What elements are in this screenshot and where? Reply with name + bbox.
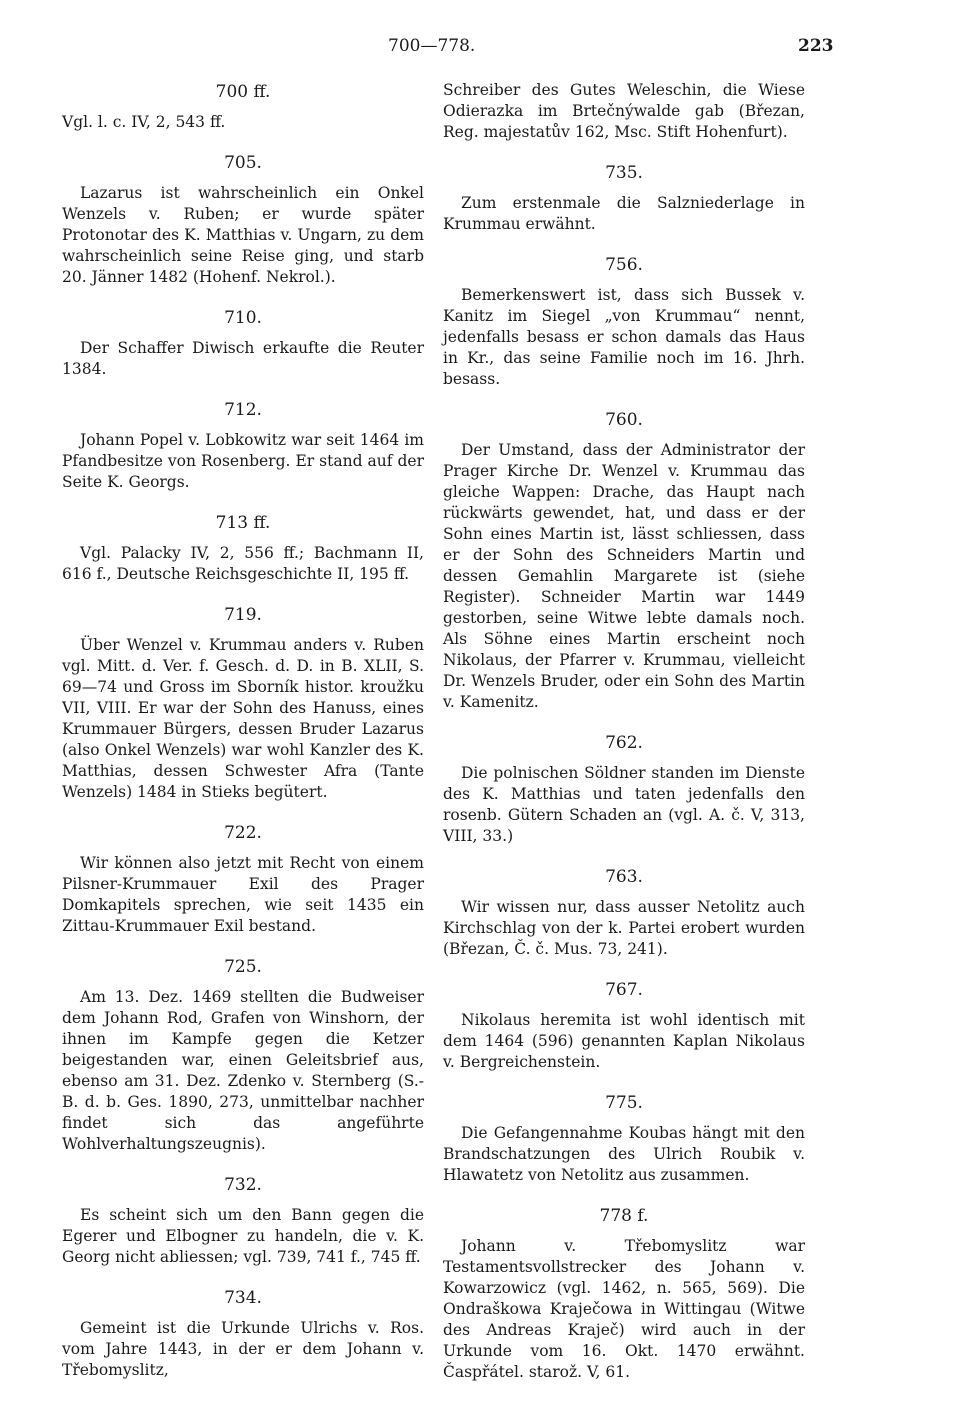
- note-section: [62, 821, 424, 937]
- right-column: [443, 80, 805, 1401]
- note-section: [62, 80, 424, 133]
- note-text: Wir können also jetzt mit Recht von einem Pilsner-Krummauer Exil des Prager Domkapitels sprechen, wie seit 1435 ein Zittau-Krummauer Exil bestand.: [62, 854, 424, 935]
- note-text: Am 13. Dez. 1469 stellten die Budweiser dem Johann Rod, Grafen von Winshorn, der ihnen im Kampfe gegen die Ketzer beigestanden war, einen Geleitsbrief aus, ebenso am 31. Dez. Zdenko v. Sternberg (S.-B. d. b. Ges. 1890, 273, unmittelbar nachher findet sich das angeführte Wohlverhaltungszeugnis).: [62, 988, 424, 1153]
- note-section: [443, 253, 805, 390]
- running-header: [0, 36, 960, 60]
- note-section: [443, 1091, 805, 1186]
- note-text: Zum erstenmale die Salzniederlage in Krummau erwähnt.: [443, 194, 805, 233]
- note-text: Der Umstand, dass der Administrator der Prager Kirche Dr. Wenzel v. Krummau das gleiche Wappen: Drache, das Haupt nach rückwärts gewendet, hat, und dass er der Sohn eines Martin ist, lässt schliessen, dass er der Sohn des Schneiders Martin und dessen Gemahlin Margarete ist (siehe Register). Schneider Martin war 1449 gestorben, seine Witwe lebte damals noch. Als Söhne eines Martin erscheint noch Nikolaus, der Pfarrer v. Krummau, vielleicht Dr. Wenzels Bruder, oder ein Sohn des Martin v. Kamenitz.: [443, 441, 805, 711]
- note-section: [62, 398, 424, 493]
- note-heading: 767.: [605, 980, 643, 1000]
- note-text: Johann Popel v. Lobkowitz war seit 1464 im Pfandbesitze von Rosenberg. Er stand auf der Seite K. Georgs.: [62, 431, 424, 491]
- note-heading: 725.: [224, 957, 262, 977]
- note-text: Die Gefangennahme Koubas hängt mit den Brandschatzungen des Ulrich Roubik v. Hlawatetz von Netolitz aus zusammen.: [443, 1124, 805, 1184]
- note-section: [443, 161, 805, 235]
- note-section: [62, 151, 424, 288]
- note-text: Vgl. l. c. IV, 2, 543 ff.: [62, 113, 226, 131]
- note-section: [62, 511, 424, 585]
- note-heading: 713 ff.: [215, 513, 271, 533]
- note-text: Es scheint sich um den Bann gegen die Egerer und Elbogner zu handeln, die v. K. Georg nicht abliessen; vgl. 739, 741 f., 745 ff.: [62, 1206, 424, 1266]
- note-text: Bemerkenswert ist, dass sich Bussek v. Kanitz im Siegel „von Krummau“ nennt, jedenfalls besass er schon damals das Haus in Kr., das seine Familie noch im 16. Jhrh. besass.: [443, 286, 805, 388]
- note-section: [443, 80, 805, 143]
- note-text: Der Schaffer Diwisch erkaufte die Reuter 1384.: [62, 339, 424, 378]
- note-text: Johann v. Třebomyslitz war Testamentsvollstrecker des Johann v. Kowarzowicz (vgl. 1462, n. 565, 569). Die Ondraškowa Kraječowa in Wittingau (Witwe des Andreas Kraječ) wird auch in der Urkunde vom 16. Okt. 1470 erwähnt. Časpřátel. starož. V, 61.: [443, 1237, 805, 1381]
- note-continuation-text: Schreiber des Gutes Weleschin, die Wiese Odierazka im Brtečnýwalde gab (Březan, Reg. majestatův 162, Msc. Stift Hohenfurt).: [443, 81, 805, 141]
- note-heading: 732.: [224, 1175, 262, 1195]
- note-heading: 719.: [224, 605, 262, 625]
- note-text: Lazarus ist wahrscheinlich ein Onkel Wenzels v. Ruben; er wurde später Protonotar des K. Matthias v. Ungarn, zu dem wahrscheinlich seine Reise ging, und starb 20. Jänner 1482 (Hohenf. Nekrol.).: [62, 184, 424, 286]
- note-heading: 756.: [605, 255, 643, 275]
- note-text: Gemeint ist die Urkunde Ulrichs v. Ros. vom Jahre 1443, in der er dem Johann v. Třebomyslitz,: [62, 1319, 424, 1379]
- note-section: [62, 1173, 424, 1268]
- running-title: 700—778.: [388, 36, 476, 56]
- note-heading: 710.: [224, 308, 262, 328]
- note-section: [443, 408, 805, 713]
- note-heading: 712.: [224, 400, 262, 420]
- note-heading: 762.: [605, 733, 643, 753]
- note-heading: 775.: [605, 1093, 643, 1113]
- note-section: [443, 978, 805, 1073]
- note-heading: 734.: [224, 1288, 262, 1308]
- note-section: [62, 955, 424, 1155]
- note-heading: 778 f.: [599, 1206, 649, 1226]
- note-section: [443, 865, 805, 960]
- note-section: [443, 1204, 805, 1383]
- note-section: [62, 1286, 424, 1381]
- note-heading: 700 ff.: [215, 82, 271, 102]
- note-heading: 760.: [605, 410, 643, 430]
- note-text: Wir wissen nur, dass ausser Netolitz auch Kirchschlag von der k. Partei erobert wurden (Březan, Č. č. Mus. 73, 241).: [443, 898, 805, 958]
- note-text: Über Wenzel v. Krummau anders v. Ruben vgl. Mitt. d. Ver. f. Gesch. d. D. in B. XLII, S. 69—74 und Gross im Sborník histor. kroužku VII, VIII. Er war der Sohn des Hanuss, eines Krummauer Bürgers, dessen Bruder Lazarus (also Onkel Wenzels) war wohl Kanzler des K. Matthias, dessen Schwester Afra (Tante Wenzels) 1484 in Stieks begütert.: [62, 636, 424, 801]
- note-heading: 705.: [224, 153, 262, 173]
- note-text: Vgl. Palacky IV, 2, 556 ff.; Bachmann II, 616 f., Deutsche Reichsgeschichte II, 195 ff.: [62, 544, 424, 583]
- note-heading: 763.: [605, 867, 643, 887]
- note-section: [443, 731, 805, 847]
- left-column: [62, 80, 424, 1399]
- note-text: Die polnischen Söldner standen im Dienste des K. Matthias und taten jedenfalls den rosenb. Gütern Schaden an (vgl. A. č. V, 313, VIII, 33.): [443, 764, 805, 845]
- note-section: [62, 603, 424, 803]
- note-heading: 722.: [224, 823, 262, 843]
- page-number: 223: [798, 36, 834, 56]
- note-text: Nikolaus heremita ist wohl identisch mit dem 1464 (596) genannten Kaplan Nikolaus v. Bergreichenstein.: [443, 1011, 805, 1071]
- note-section: [62, 306, 424, 380]
- note-heading: 735.: [605, 163, 643, 183]
